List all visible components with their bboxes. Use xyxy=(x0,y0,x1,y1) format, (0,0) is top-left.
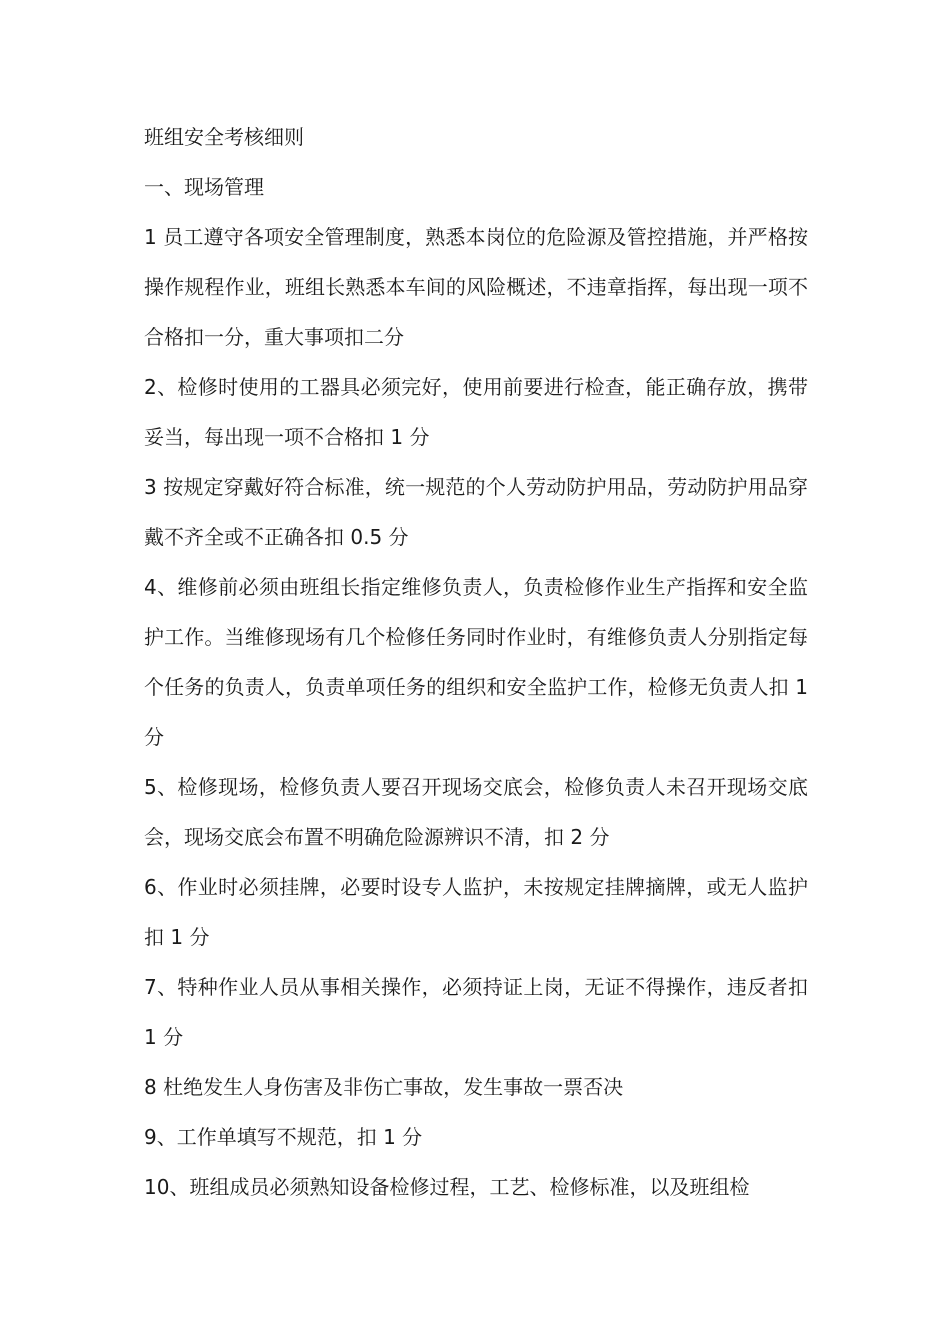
rule-item-7: 7、特种作业人员从事相关操作，必须持证上岗，无证不得操作，违反者扣 1 分 xyxy=(144,975,808,1049)
rule-item-5: 5、检修现场，检修负责人要召开现场交底会，检修负责人未召开现场交底会，现场交底会布置不明确危险源辨识不清，扣 2 分 xyxy=(144,775,808,849)
rule-item-10: 10、班组成员必须熟知设备检修过程，工艺、检修标准，以及班组检 xyxy=(144,1175,750,1199)
document-title: 班组安全考核细则 xyxy=(144,125,304,149)
rule-item-2: 2、检修时使用的工器具必须完好，使用前要进行检查，能正确存放，携带妥当，每出现一项不合格扣 1 分 xyxy=(144,375,808,449)
rule-item-1: 1 员工遵守各项安全管理制度，熟悉本岗位的危险源及管控措施，并严格按操作规程作业，班组长熟悉本车间的风险概述，不违章指挥，每出现一项不合格扣一分，重大事项扣二分 xyxy=(144,225,808,349)
rule-item-3: 3 按规定穿戴好符合标准，统一规范的个人劳动防护用品，劳动防护用品穿戴不齐全或不正确各扣 0.5 分 xyxy=(144,475,808,549)
document-body xyxy=(144,112,808,1212)
rule-item-9: 9、工作单填写不规范，扣 1 分 xyxy=(144,1125,423,1149)
section-heading: 一、现场管理 xyxy=(144,175,264,199)
rule-item-4: 4、维修前必须由班组长指定维修负责人，负责检修作业生产指挥和安全监护工作。当维修现场有几个检修任务同时作业时，有维修负责人分别指定每个任务的负责人，负责单项任务的组织和安全监护工作，检修无负责人扣 1 分 xyxy=(144,575,808,749)
rule-item-6: 6、作业时必须挂牌，必要时设专人监护，未按规定挂牌摘牌，或无人监护扣 1 分 xyxy=(144,875,808,949)
rule-item-8: 8 杜绝发生人身伤害及非伤亡事故，发生事故一票否决 xyxy=(144,1075,624,1099)
